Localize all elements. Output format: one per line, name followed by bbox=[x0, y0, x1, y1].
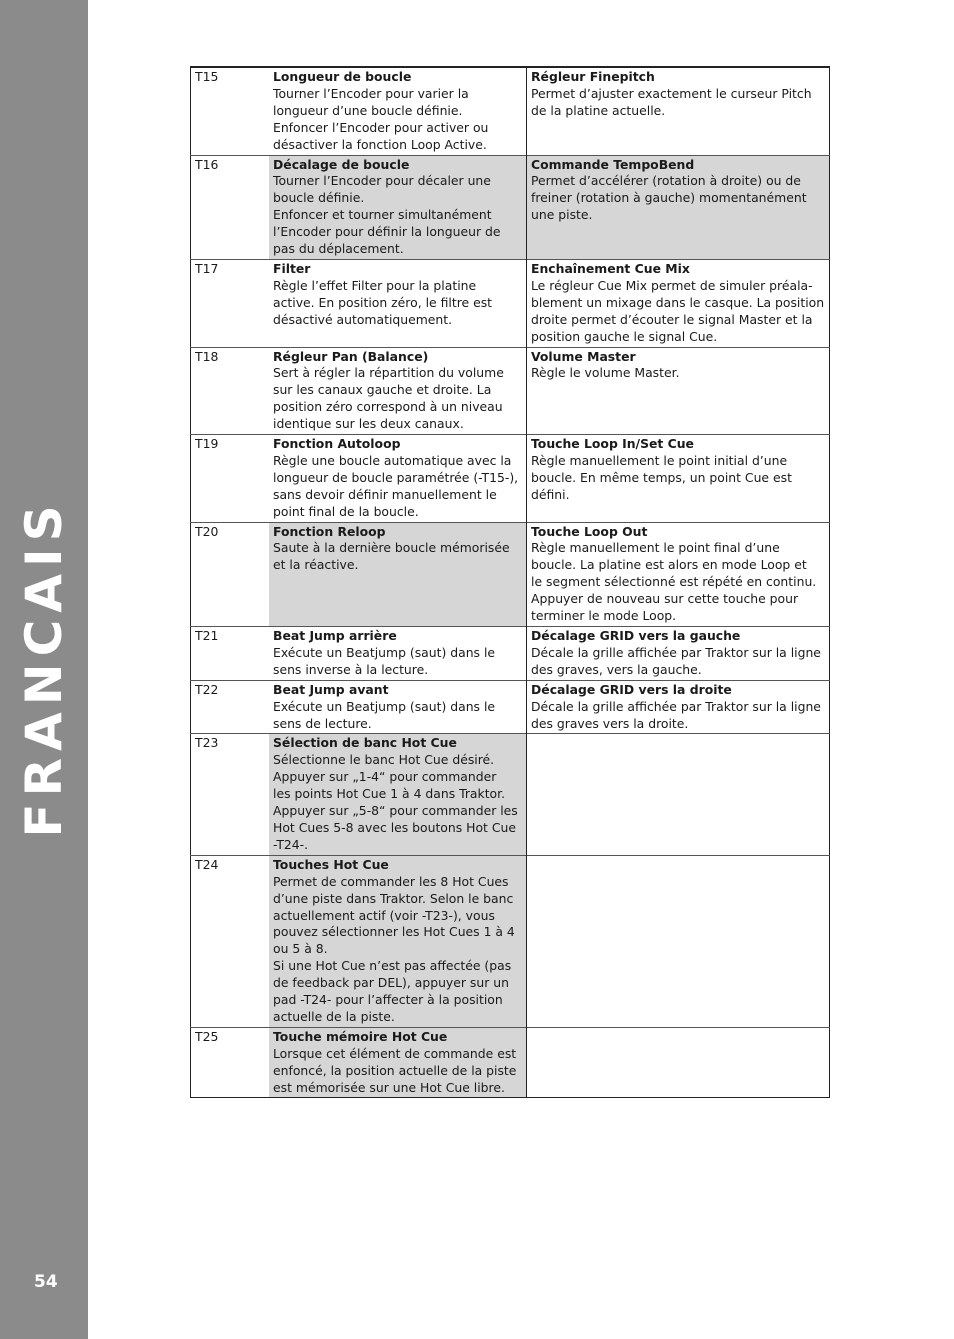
row-code: T22 bbox=[191, 680, 270, 734]
left-title: Fonction Autoloop bbox=[273, 436, 401, 452]
row-code: T23 bbox=[191, 734, 270, 855]
left-title: Décalage de boucle bbox=[273, 156, 410, 172]
row-code: T21 bbox=[191, 627, 270, 681]
row-code: T15 bbox=[195, 69, 219, 84]
left-text: Sélectionne le banc Hot Cue désiré. Appuyer sur „1-4“ pour commander les points Hot Cue 1 à 4 dans Traktor. Appuyer sur „5-8“ pour commander les Hot Cues 5-8 avec les boutons Hot Cue -T24-. bbox=[273, 752, 518, 852]
row-code: T19 bbox=[191, 435, 270, 523]
left-title: Fonction Reloop bbox=[273, 523, 386, 539]
page-number: 54 bbox=[34, 1272, 58, 1292]
left-text: Exécute un Beatjump (saut) dans le sens inverse à la lecture. bbox=[273, 644, 496, 677]
row-code: T24 bbox=[191, 855, 270, 1027]
left-text: Règle une boucle automatique avec la longueur de boucle paramétrée (-T15-), sans devoir définir manuellement le point final de la boucle. bbox=[273, 452, 519, 519]
table-row bbox=[191, 259, 830, 347]
left-title: Beat Jump arrière bbox=[273, 628, 397, 643]
table-row bbox=[191, 435, 830, 523]
table-row bbox=[191, 680, 830, 734]
left-text: Tourner l’Encoder pour varier la longueur d’une boucle définie. Enfoncer l’Encoder pour activer ou désactiver la fonction Loop Active. bbox=[273, 85, 489, 152]
left-text: Lorsque cet élément de commande est enfoncé, la position actuelle de la piste est mémorisée sur une Hot Cue libre. bbox=[273, 1045, 517, 1095]
table-row bbox=[191, 627, 830, 681]
row-code: T18 bbox=[191, 347, 270, 435]
right-text: Décale la grille affichée par Traktor sur la ligne des graves vers la droite. bbox=[531, 698, 821, 731]
row-code: T20 bbox=[191, 522, 270, 626]
row-code: T16 bbox=[191, 155, 270, 259]
table-row bbox=[191, 155, 830, 259]
right-text: Le régleur Cue Mix permet de simuler préala- blement un mixage dans le casque. La position droite permet d’écouter le signal Master et la position gauche le signal Cue. bbox=[531, 277, 825, 344]
right-title: Volume Master bbox=[531, 348, 636, 364]
left-title: Sélection de banc Hot Cue bbox=[273, 735, 457, 751]
sidebar bbox=[0, 0, 88, 1339]
right-title: Décalage GRID vers la droite bbox=[531, 681, 732, 697]
right-text: Règle manuellement le point initial d’une boucle. En même temps, un point Cue est défini. bbox=[531, 452, 792, 502]
section-title: FRANCAIS bbox=[15, 498, 73, 838]
right-text: Règle le volume Master. bbox=[531, 365, 680, 381]
left-text: Permet de commander les 8 Hot Cues d’une piste dans Traktor. Selon le banc actuellement actif (voir -T23-), vous pouvez sélectionner les Hot Cues 1 à 4 ou 5 à 8. Si une Hot Cue n’est pas affectée (pas de feedback par DEL), appuyer sur un pad -T24- pour l’affecter à la position actuelle de la piste. bbox=[273, 873, 515, 1024]
left-text: Saute à la dernière boucle mémorisée et la réactive. bbox=[273, 540, 510, 573]
left-text: Règle l’effet Filter pour la platine active. En position zéro, le filtre est désactivé automatiquement. bbox=[273, 277, 493, 327]
right-text: Permet d’ajuster exactement le curseur Pitch de la platine actuelle. bbox=[531, 85, 812, 118]
left-title: Beat Jump avant bbox=[273, 681, 389, 697]
table-row bbox=[191, 734, 830, 855]
left-text: Tourner l’Encoder pour décaler une boucle définie. Enfoncer et tourner simultanément l’Encoder pour définir la longueur de pas du déplacement. bbox=[273, 173, 501, 257]
right-title: Commande TempoBend bbox=[531, 156, 695, 172]
left-title: Régleur Pan (Balance) bbox=[273, 348, 429, 364]
table-row bbox=[191, 67, 830, 155]
table-row bbox=[191, 522, 830, 626]
left-text: Sert à régler la répartition du volume sur les canaux gauche et droite. La position zéro correspond à un niveau identique sur les deux canaux. bbox=[273, 365, 504, 432]
left-title: Longueur de boucle bbox=[273, 69, 412, 84]
right-title: Enchaînement Cue Mix bbox=[531, 260, 690, 276]
table-row bbox=[191, 1027, 830, 1098]
right-text: Décale la grille affichée par Traktor sur la ligne des graves, vers la gauche. bbox=[531, 644, 821, 677]
right-title: Touche Loop In/Set Cue bbox=[531, 436, 694, 452]
left-title: Touche mémoire Hot Cue bbox=[273, 1028, 448, 1044]
table-row bbox=[191, 347, 830, 435]
right-title: Décalage GRID vers la gauche bbox=[531, 628, 741, 643]
right-text: Règle manuellement le point final d’une boucle. La platine est alors en mode Loop et le segment sélectionné est répété en continu. Appuyer de nouveau sur cette touche pour terminer le mode Loop. bbox=[531, 540, 817, 624]
controls-table bbox=[190, 66, 830, 1098]
right-title: Touche Loop Out bbox=[531, 523, 648, 539]
left-title: Touches Hot Cue bbox=[273, 856, 389, 872]
left-title: Filter bbox=[273, 260, 311, 276]
left-text: Exécute un Beatjump (saut) dans le sens de lecture. bbox=[273, 698, 496, 731]
row-code: T25 bbox=[191, 1027, 270, 1098]
row-code: T17 bbox=[191, 259, 270, 347]
table-row bbox=[191, 855, 830, 1027]
right-title: Régleur Finepitch bbox=[531, 69, 655, 84]
right-text: Permet d’accélérer (rotation à droite) ou de freiner (rotation à gauche) momentanément une piste. bbox=[531, 173, 807, 223]
